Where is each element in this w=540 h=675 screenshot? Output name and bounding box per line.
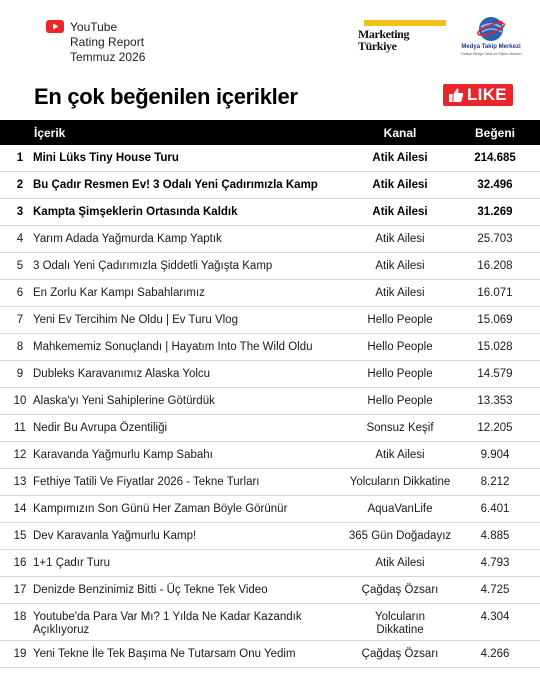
- row-channel: Atik Ailesi: [375, 233, 425, 245]
- row-title: Yeni Tekne İle Tek Başıma Ne Tutarsam Onu Yedim: [33, 648, 296, 660]
- row-channel: Sonsuz Keşif: [366, 422, 434, 434]
- marketing-logo-line2: Türkiye: [358, 39, 397, 53]
- row-channel: Atik Ailesi: [372, 179, 428, 191]
- marketing-logo-line1: Marketing: [358, 27, 410, 41]
- column-header-content: İçerik: [34, 126, 66, 140]
- row-likes: 214.685: [474, 152, 516, 164]
- table-row: [0, 550, 540, 577]
- row-rank: 3: [16, 206, 24, 218]
- report-name: Rating Report: [70, 35, 145, 49]
- table-row: [0, 577, 540, 604]
- row-title: Kampımızın Son Günü Her Zaman Böyle Görünür: [33, 503, 288, 515]
- row-channel: Atik Ailesi: [375, 557, 425, 569]
- row-channel: Yolcuların Dikkatine: [349, 476, 451, 488]
- row-likes: 13.353: [477, 395, 513, 407]
- row-channel: AquaVanLife: [367, 503, 433, 515]
- like-badge: [443, 84, 513, 106]
- row-channel: Atik Ailesi: [375, 449, 425, 461]
- column-header-likes: Beğeni: [474, 126, 515, 140]
- row-rank: 16: [13, 557, 27, 569]
- row-title: Kampta Şimşeklerin Ortasında Kaldık: [33, 206, 238, 218]
- report-info: [70, 20, 145, 65]
- row-likes: 4.304: [480, 611, 510, 623]
- row-title: 3 Odalı Yeni Çadırımızla Şiddetli Yağışta Kamp: [33, 260, 273, 272]
- like-badge-label: LIKE: [467, 85, 507, 104]
- row-rank: 8: [16, 341, 24, 353]
- row-likes: 4.885: [480, 530, 510, 542]
- row-channel: Çağdaş Özsarı: [361, 584, 439, 596]
- row-channel: Hello People: [367, 395, 433, 407]
- mtm-logo-subtitle: Türkiye Medya Takip ve Ölçüm Merkezi: [460, 52, 522, 56]
- row-likes: 4.793: [480, 557, 510, 569]
- row-rank: 5: [16, 260, 24, 272]
- table-row: [0, 145, 540, 172]
- row-rank: 11: [14, 422, 26, 434]
- row-channel: 365 Gün Doğadayız: [348, 530, 452, 542]
- table-row: [0, 334, 540, 361]
- row-rank: 7: [16, 314, 24, 326]
- table-row: [0, 442, 540, 469]
- table-row: [0, 496, 540, 523]
- table-row: [0, 469, 540, 496]
- row-title: Youtube'da Para Var Mı? 1 Yılda Ne Kadar Kazandık Açıklıyoruz: [33, 611, 302, 636]
- table-row: [0, 523, 540, 550]
- row-title: Karavanda Yağmurlu Kamp Sabahı: [33, 449, 213, 461]
- row-likes: 16.208: [477, 260, 513, 272]
- report-source: YouTube: [70, 20, 118, 34]
- row-rank: 12: [13, 449, 27, 461]
- table-header: [0, 120, 540, 145]
- row-title: Dev Karavanla Yağmurlu Kamp!: [33, 530, 197, 542]
- likes-table: [0, 120, 540, 668]
- row-likes: 15.028: [477, 341, 513, 353]
- table-row: [0, 307, 540, 334]
- table-row: [0, 172, 540, 199]
- row-rank: 6: [16, 287, 24, 299]
- row-title: Bu Çadır Resmen Ev! 3 Odalı Yeni Çadırımızla Kamp: [33, 179, 318, 191]
- page-title: En çok beğenilen içerikler: [34, 84, 298, 109]
- row-title: Denizde Benzinimiz Bitti - Üç Tekne Tek Video: [33, 584, 268, 596]
- logo-bar: [364, 20, 446, 26]
- row-title: Mahkememiz Sonuçlandı | Hayatım Into The Wild Oldu: [33, 341, 313, 353]
- row-likes: 4.266: [480, 648, 510, 660]
- row-likes: 15.069: [477, 314, 513, 326]
- thumbs-up-icon: [448, 87, 464, 103]
- row-likes: 8.212: [480, 476, 510, 488]
- row-channel: Çağdaş Özsarı: [361, 648, 439, 660]
- column-header-channel: Kanal: [383, 126, 417, 140]
- table-row: [0, 361, 540, 388]
- row-likes: 16.071: [477, 287, 513, 299]
- table-row: [0, 226, 540, 253]
- row-rank: 1: [16, 152, 24, 164]
- row-likes: 9.904: [480, 449, 510, 461]
- row-title: Fethiye Tatili Ve Fiyatlar 2026 - Tekne Turları: [33, 476, 260, 488]
- table-row: [0, 604, 540, 641]
- row-rank: 14: [13, 503, 27, 515]
- row-channel: Atik Ailesi: [375, 260, 425, 272]
- table-row: [0, 415, 540, 442]
- table-row: [0, 199, 540, 226]
- row-likes: 14.579: [477, 368, 513, 380]
- row-rank: 4: [16, 233, 24, 245]
- mtm-logo-name: Medya Takip Merkezi: [461, 44, 521, 50]
- table-row: [0, 253, 540, 280]
- row-likes: 4.725: [480, 584, 510, 596]
- row-channel: Hello People: [367, 314, 433, 326]
- row-rank: 10: [13, 395, 27, 407]
- report-period: Temmuz 2026: [70, 50, 146, 64]
- table-row: [0, 280, 540, 307]
- row-rank: 13: [13, 476, 27, 488]
- row-channel: Atik Ailesi: [372, 152, 428, 164]
- row-rank: 15: [13, 530, 27, 542]
- youtube-icon: [46, 20, 64, 33]
- row-title: 1+1 Çadır Turu: [33, 557, 111, 569]
- row-channel: Yolcuların Dikkatine: [374, 611, 426, 636]
- row-rank: 9: [16, 368, 24, 380]
- row-likes: 12.205: [477, 422, 513, 434]
- row-rank: 2: [16, 179, 24, 191]
- row-likes: 25.703: [477, 233, 513, 245]
- row-channel: Hello People: [367, 341, 433, 353]
- row-title: Nedir Bu Avrupa Özentiliği: [33, 422, 168, 434]
- globe-icon: [476, 14, 506, 44]
- row-title: Yeni Ev Tercihim Ne Oldu | Ev Turu Vlog: [33, 314, 238, 326]
- marketing-turkiye-logo: [358, 20, 446, 60]
- row-title: Alaska'yı Yeni Sahiplerine Götürdük: [33, 395, 215, 407]
- row-channel: Hello People: [367, 368, 433, 380]
- row-channel: Atik Ailesi: [372, 206, 428, 218]
- table-row: [0, 388, 540, 415]
- report-header: [0, 0, 540, 120]
- row-channel: Atik Ailesi: [375, 287, 425, 299]
- row-rank: 19: [13, 648, 27, 660]
- table-row: [0, 641, 540, 668]
- row-rank: 17: [13, 584, 27, 596]
- row-likes: 31.269: [477, 206, 513, 218]
- row-rank: 18: [13, 611, 27, 623]
- row-likes: 32.496: [477, 179, 513, 191]
- row-likes: 6.401: [480, 503, 510, 515]
- row-title: Mini Lüks Tiny House Turu: [33, 152, 179, 164]
- row-title: En Zorlu Kar Kampı Sabahlarımız: [33, 287, 205, 299]
- medya-takip-merkezi-logo: [456, 14, 526, 64]
- row-title: Yarım Adada Yağmurda Kamp Yaptık: [33, 233, 222, 245]
- row-title: Dubleks Karavanımız Alaska Yolcu: [33, 368, 211, 380]
